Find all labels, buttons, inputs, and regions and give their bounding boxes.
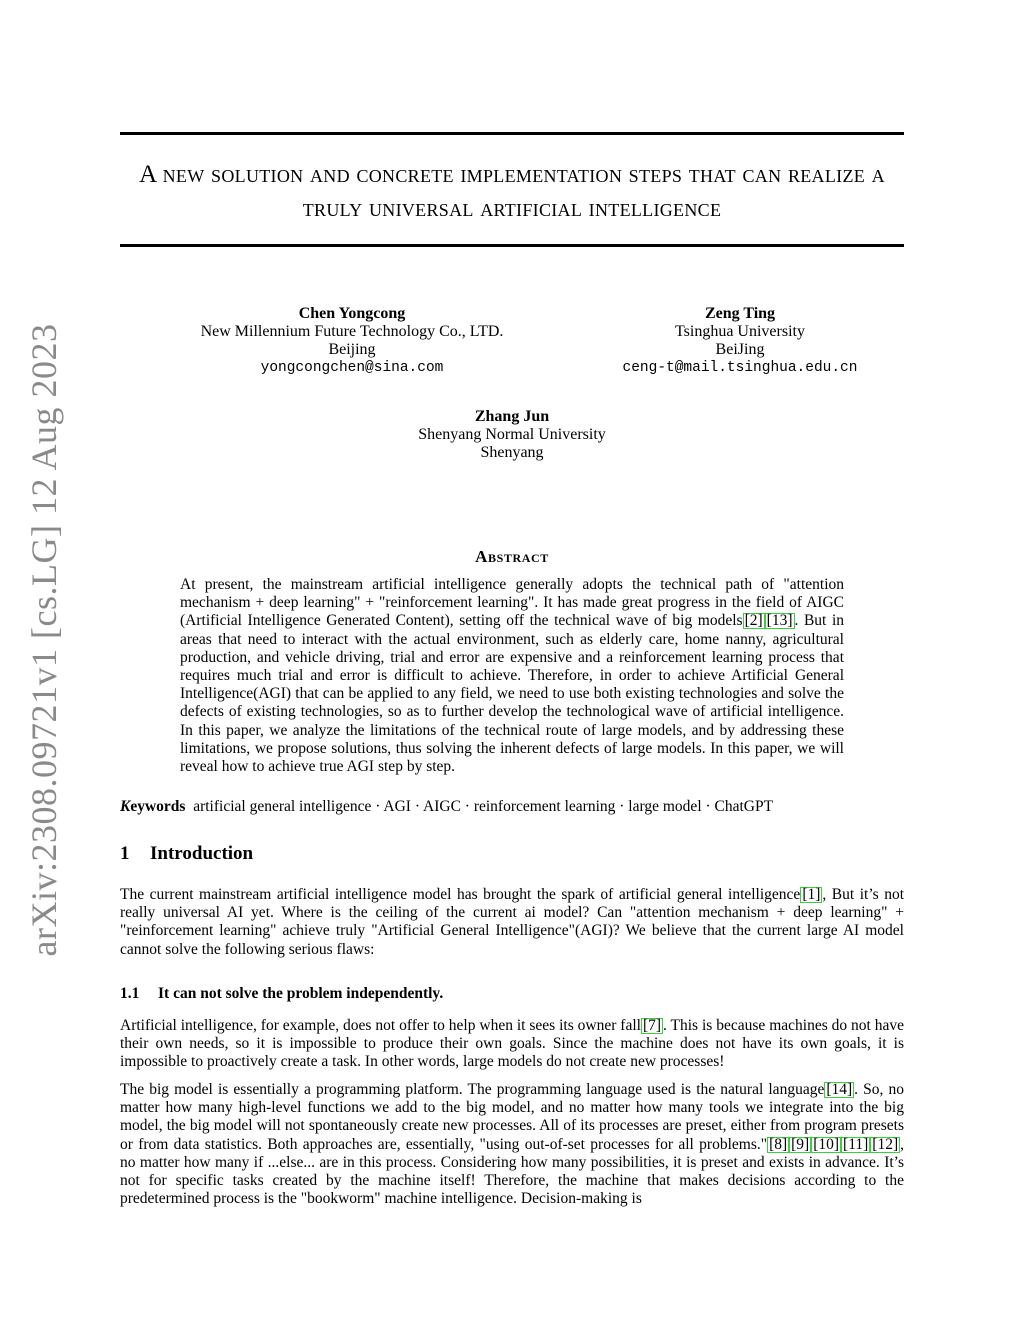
intro-paragraph (120, 886, 904, 959)
author-email[interactable]: yongcongchen@sina.com (260, 360, 444, 376)
keywords-label (120, 798, 185, 815)
paragraph-text: . This is because machines do not have their own needs, so it is impossible to produce their own goals. Since the machine does not have its own goals, it is impossible to proactively create a task. In other words, large models do not create new processes! (120, 1017, 905, 1071)
author-name: Zeng Ting (704, 305, 776, 322)
paragraph-text: . So, no matter how many high-level functions we add to the big model, and no matter how many tools we integrate into the big model, the big model will not spontaneously create new processes. All of its processes are preset, either from program presets or from data statistics. Both approaches are, essentially, "using out-of-set processes for all problems." (120, 1081, 904, 1153)
citation-link[interactable]: [12] (872, 1135, 899, 1153)
author-block-2 (562, 305, 918, 377)
section-title: Introduction (150, 843, 254, 864)
author-city: Beijing (328, 341, 376, 358)
abstract-text: At present, the mainstream artificial intelligence generally adopts the technical path of "attention mechanism + deep learning" + "reinforcement learning". It has made great progress in the field of AIGC (Artificial Intelligence Generated Content), setting off the technical wave of big models (180, 576, 844, 630)
author-affiliation: Tsinghua University (675, 323, 805, 340)
author-email[interactable]: ceng-t@mail.tsinghua.edu.cn (622, 360, 858, 376)
citation-link[interactable]: [2] (744, 612, 763, 630)
citation-link[interactable]: [11] (843, 1135, 869, 1153)
keywords-label-initial: K (120, 798, 131, 815)
keywords-line (120, 797, 904, 816)
paragraph-text: The current mainstream artificial intelligence model has brought the spark of artificial general intelligence (120, 886, 801, 903)
keywords-text: artificial general intelligence · AGI · AIGC · reinforcement learning · large model · ChatGPT (193, 798, 774, 815)
keywords-label-rest: eywords (130, 798, 186, 815)
title-bottom-rule (120, 244, 904, 247)
author-name: Zhang Jun (474, 408, 550, 425)
abstract-text: . But in areas that need to interact with the actual environment, such as elderly care, home nanny, agricultural production, and vehicle driving, trial and error are expensive and a reinforcement learning process that requires much trial and error is difficult to achieve. Therefore, in order to achieve Artificial General Intelligence(AGI) that can be applied to any field, we need to use both existing technologies and solve the defects of existing technologies, so as to further develop the technological wave of artificial intelligence. In this paper, we analyze the limitations of the technical route of large models, and by addressing these limitations, we propose solutions, thus solving the inherent defects of large models. In this paper, we will reveal how to achieve true AGI step by step. (180, 612, 845, 776)
subsection-title: It can not solve the problem independently. (158, 985, 444, 1002)
subsection-number: 1.1 (120, 985, 140, 1002)
section-heading-introduction (120, 843, 253, 865)
abstract-body (180, 576, 844, 776)
paragraph-text: , no matter how many if ...else... are in this process. Considering how many possibilities, it is preset and exists in advance. It’s not for specific tasks created by the machine itself! Therefore, the machine that makes decisions according to the predetermined process is the "bookworm" machine intelligence. Decision-making is (120, 1135, 904, 1208)
citation-link[interactable]: [8] (769, 1135, 788, 1153)
citation-link[interactable]: [7] (642, 1017, 662, 1034)
author-city: Shenyang (480, 444, 544, 461)
author-affiliation: New Millennium Future Technology Co., LTD. (200, 323, 504, 340)
subsection-paragraph-2 (120, 1081, 904, 1208)
title-top-rule (120, 132, 904, 135)
author-city: BeiJing (715, 341, 765, 358)
subsection-paragraph-1 (120, 1017, 904, 1072)
citation-link[interactable]: [10] (813, 1135, 840, 1153)
author-affiliation: Shenyang Normal University (418, 426, 606, 443)
citation-link[interactable]: [14] (826, 1081, 853, 1098)
section-number: 1 (120, 843, 130, 864)
arxiv-identifier-stamp[interactable]: arXiv:2308.09721v1 [cs.LG] 12 Aug 2023 (24, 323, 64, 957)
author-name: Chen Yongcong (298, 305, 406, 322)
paragraph-text: Artificial intelligence, for example, does not offer to help when it sees its owner fall (120, 1017, 641, 1034)
paragraph-text: , But it’s not really universal AI yet. Where is the ceiling of the current ai model? Can "attention mechanism + deep learning" + "reinforcement learning" achieve truly "Artificial General Intelligence"(AGI)? We believe that the current large AI model cannot solve the following serious flaws: (120, 886, 904, 958)
citation-link[interactable]: [1] (802, 886, 821, 903)
author-block-1 (172, 305, 532, 377)
paper-title: A new solution and concrete implementation steps that can realize a truly universal artificial intelligence (139, 161, 885, 222)
citation-link[interactable]: [9] (791, 1135, 810, 1153)
subsection-heading (120, 985, 443, 1003)
author-block-3 (352, 408, 672, 462)
citation-link[interactable]: [13] (766, 612, 793, 630)
abstract-heading: Abstract (475, 547, 549, 566)
paragraph-text: The big model is essentially a programming platform. The programming language used is the natural language (120, 1081, 825, 1098)
